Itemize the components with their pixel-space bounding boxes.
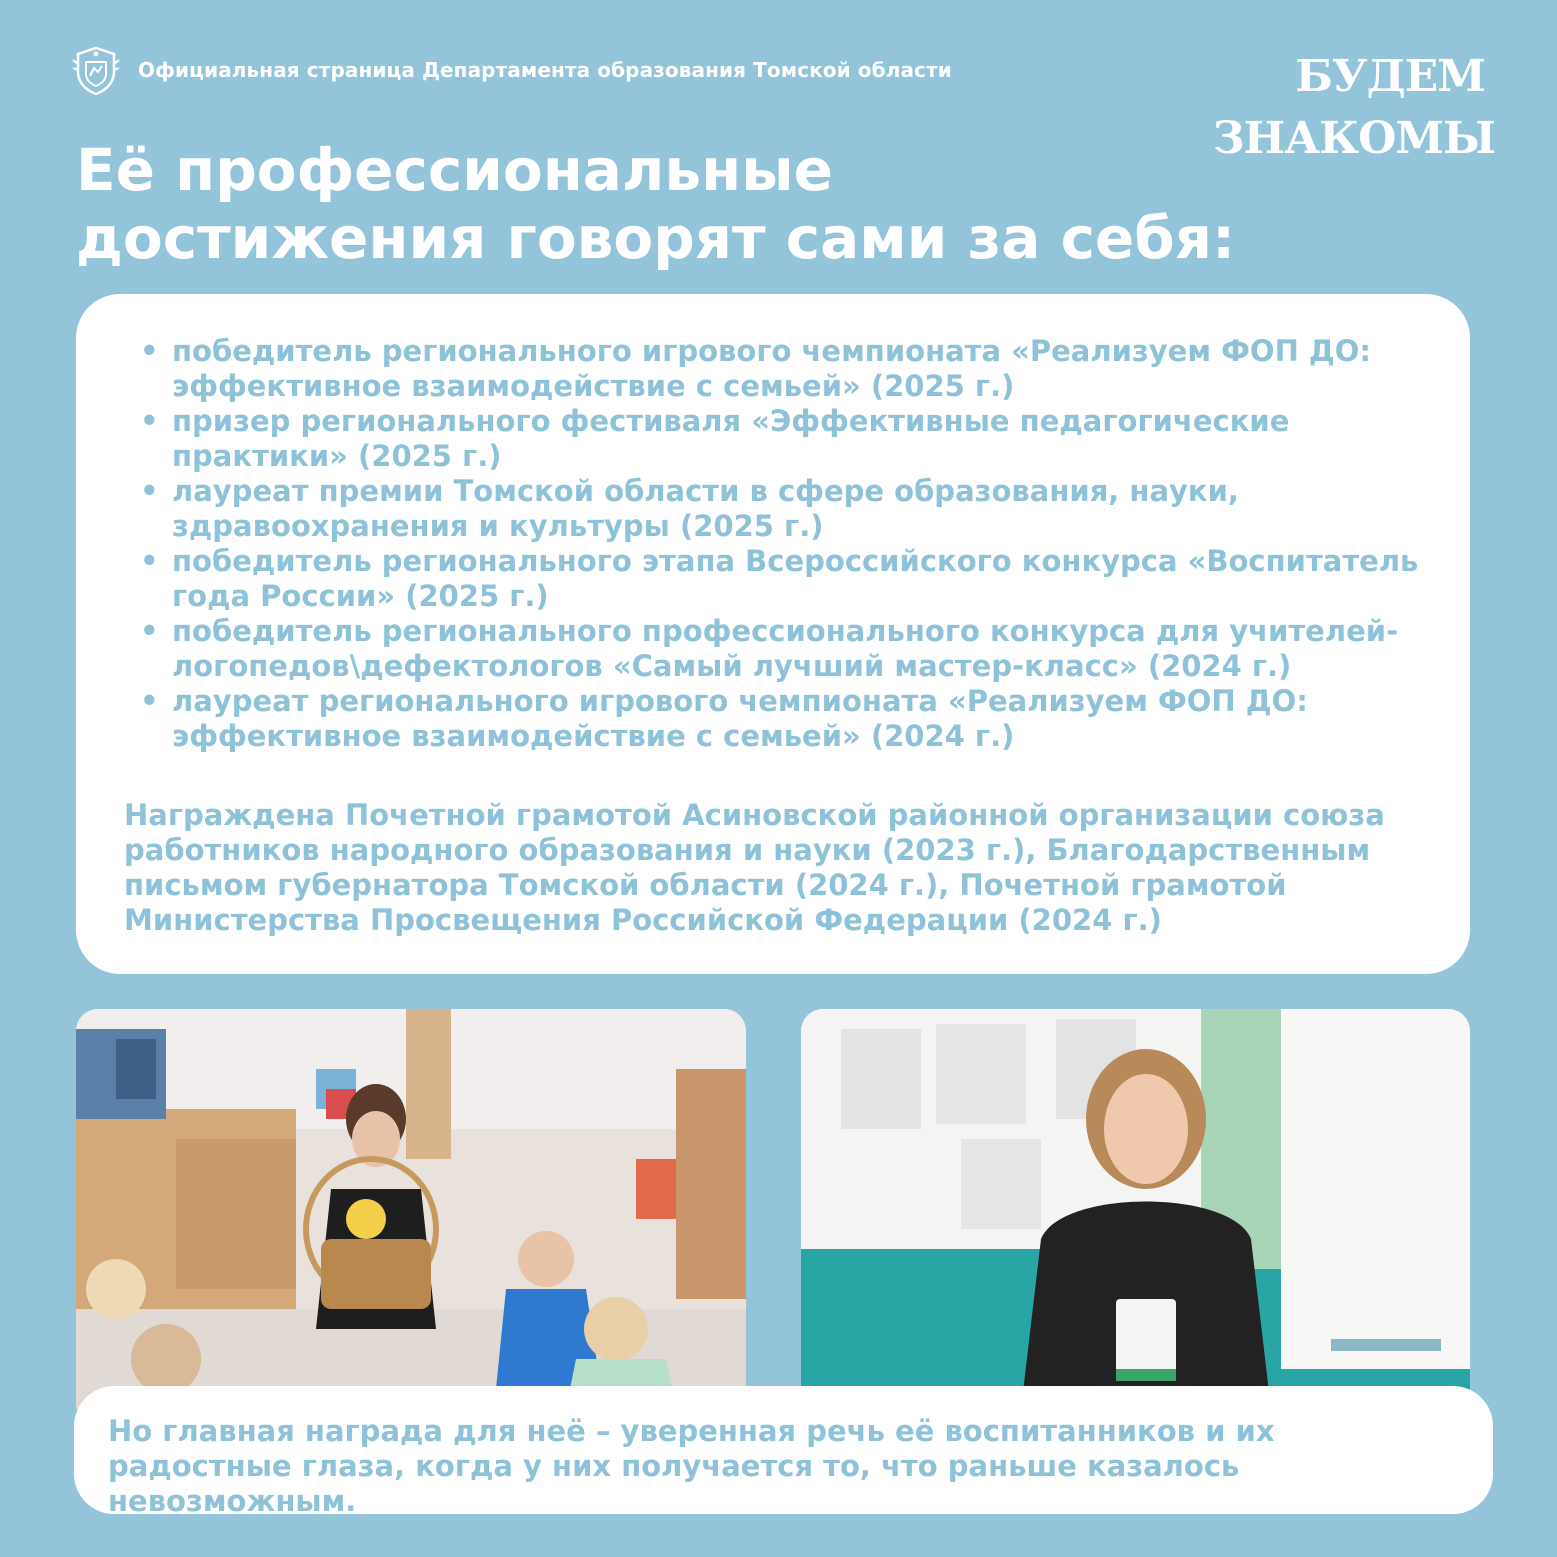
page-title-line-2: достижения говорят сами за себя: bbox=[76, 204, 1236, 272]
list-item bbox=[136, 544, 1446, 614]
closing-text: Но главная награда для неё – уверенная речь её воспитанников и их радостные глаза, когда у них получается то, что раньше казалось невозможным. bbox=[108, 1414, 1275, 1518]
list-item bbox=[136, 684, 1446, 754]
bullet-icon: • bbox=[140, 684, 159, 718]
achievement-text: лауреат регионального игрового чемпионата «Реализуем ФОП ДО: эффективное взаимодействие с семьей» (2024 г.) bbox=[172, 684, 1308, 753]
bullet-icon: • bbox=[140, 404, 159, 438]
bullet-icon: • bbox=[140, 544, 159, 578]
page-title bbox=[76, 136, 1256, 272]
achievement-text: победитель регионального профессионального конкурса для учителей-логопедов\дефектологов «Самый лучший мастер-класс» (2024 г.) bbox=[172, 614, 1399, 683]
header-title: Официальная страница Департамента образования Томской области bbox=[138, 58, 952, 82]
page-title-line-1: Её профессиональные bbox=[76, 136, 833, 204]
brand-line-1: БУДЕМ bbox=[1295, 51, 1485, 102]
bullet-icon: • bbox=[140, 474, 159, 508]
list-item bbox=[136, 474, 1446, 544]
achievement-text: победитель регионального игрового чемпионата «Реализуем ФОП ДО: эффективное взаимодействие с семьей» (2025 г.) bbox=[172, 334, 1372, 403]
list-item bbox=[136, 404, 1446, 474]
achievement-text: победитель регионального этапа Всероссийского конкурса «Воспитатель года России» (2025 г.) bbox=[172, 544, 1419, 613]
achievements-list bbox=[136, 334, 1446, 754]
bullet-icon: • bbox=[140, 614, 159, 648]
classroom-photo bbox=[76, 1009, 746, 1409]
bullet-icon: • bbox=[140, 334, 159, 368]
brand-line-2: ЗНАКОМЫ bbox=[1212, 113, 1495, 164]
header bbox=[70, 44, 952, 96]
achievement-text: лауреат премии Томской области в сфере образования, науки, здравоохранения и культуры (2025 г.) bbox=[172, 474, 1239, 543]
achievements-card bbox=[76, 294, 1470, 974]
list-item bbox=[136, 334, 1446, 404]
teacher-photo bbox=[801, 1009, 1470, 1409]
award-text: Награждена Почетной грамотой Асиновской районной организации союза работников народного образования и науки (2023 г.), Благодарственным письмом губернатора Томской области (2024 г.), Почетной грамотой Министерства Просвещения Российской Федерации (2024 г.) bbox=[124, 798, 1385, 937]
list-item bbox=[136, 614, 1446, 684]
tomsk-oblast-emblem-icon bbox=[70, 44, 122, 96]
closing-card bbox=[74, 1386, 1493, 1518]
achievement-text: призер регионального фестиваля «Эффективные педагогические практики» (2025 г.) bbox=[172, 404, 1290, 473]
